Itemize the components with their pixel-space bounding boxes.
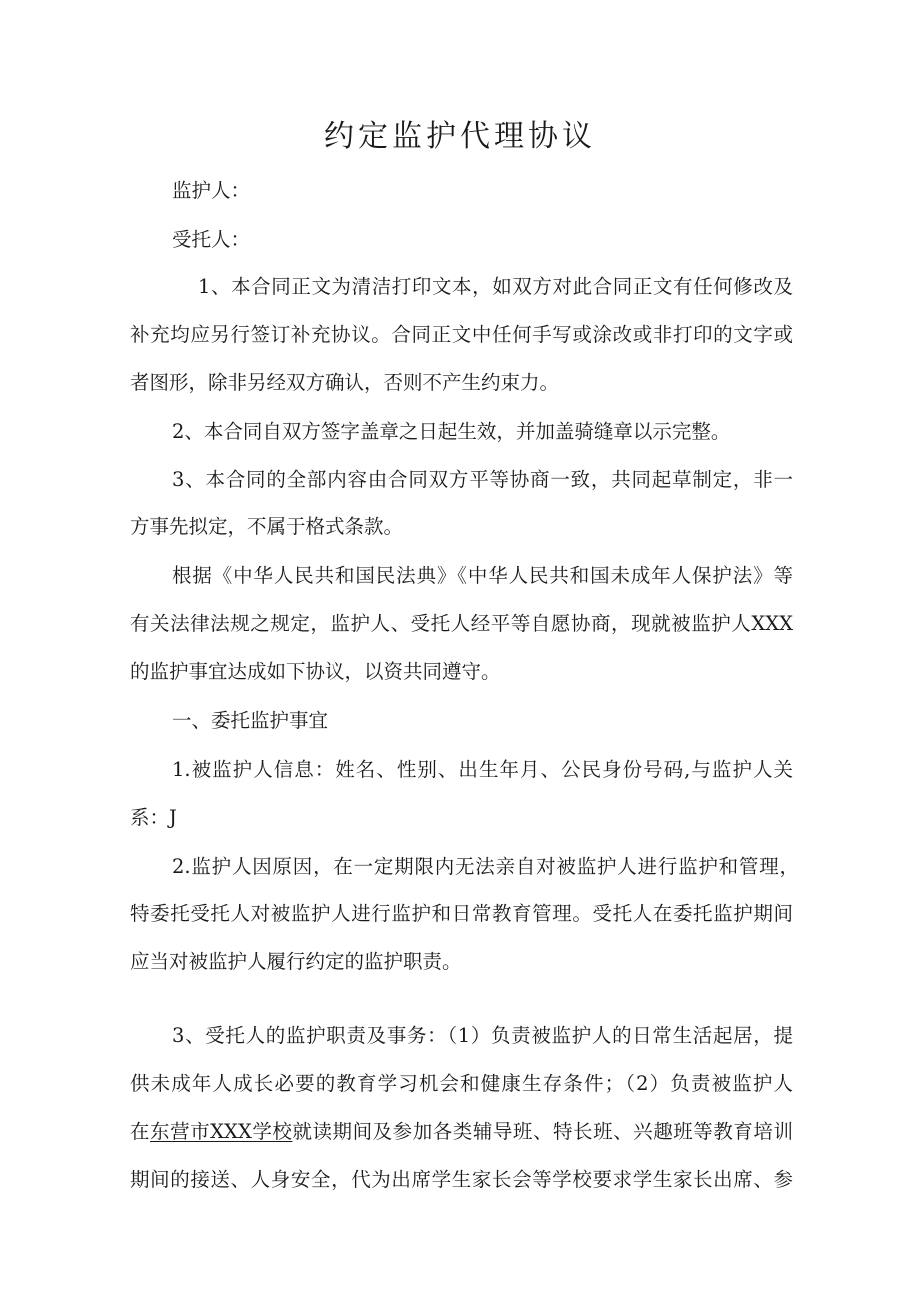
clause-1-line: 者图形，除非另经双方确认，否则不产生约束力。	[130, 371, 560, 394]
clause-3-line: 方事先拟定，不属于格式条款。	[130, 515, 404, 538]
clause-3-line: 3、本合同的全部内容由合同双方平等协商一致，共同起草制定，非一	[172, 468, 793, 491]
item-3-line: 3、受托人的监护职责及事务：（1）负责被监护人的日常生活起居，提	[172, 1024, 793, 1047]
item-2-line: 特委托受托人对被监护人进行监护和日常教育管理。受托人在委托监护期间	[130, 902, 793, 925]
guardian-label: 监护人：	[172, 179, 251, 202]
item-2-line: 应当对被监护人履行约定的监护职责。	[130, 950, 462, 973]
item-3-school-line	[130, 1120, 793, 1144]
preamble-line: 的监护事宜达成如下协议，以资共同遵守。	[130, 660, 501, 683]
document-title: 约定监护代理协议	[324, 119, 596, 154]
school-line-after: 就读期间及参加各类辅导班、特长班、兴趣班等教育培训	[292, 1120, 793, 1143]
clause-1-line: 补充均应另行签订补充协议。合同正文中任何手写或涂改或非打印的文字或	[130, 323, 793, 346]
item-1-line: 系：J	[130, 806, 177, 829]
item-1-line: 1.被监护人信息：姓名、性别、出生年月、公民身份号码,与监护人关	[172, 758, 793, 781]
item-3-line: 期间的接送、人身安全，代为出席学生家长会等学校要求学生家长出席、参	[130, 1168, 793, 1191]
preamble-line: 有关法律法规之规定，监护人、受托人经平等自愿协商，现就被监护人XXX	[130, 612, 793, 635]
school-name-underlined: 东营市XXX学校	[150, 1120, 293, 1143]
trustee-label: 受托人：	[172, 228, 251, 251]
clause-2-line: 2、本合同自双方签字盖章之日起生效，并加盖骑缝章以示完整。	[172, 420, 731, 443]
clause-1-line: 1、本合同正文为清洁打印文本，如双方对此合同正文有任何修改及	[198, 275, 793, 298]
item-2-line: 2.监护人因原因，在一定期限内无法亲自对被监护人进行监护和管理，	[172, 855, 799, 878]
preamble-line: 根据《中华人民共和国民法典》《中华人民共和国未成年人保护法》等	[172, 564, 793, 587]
section-heading: 一、委托监护事宜	[172, 709, 329, 732]
item-3-line: 供未成年人成长必要的教育学习机会和健康生存条件；（2）负责被监护人	[130, 1072, 793, 1095]
school-line-before: 在	[130, 1120, 151, 1143]
